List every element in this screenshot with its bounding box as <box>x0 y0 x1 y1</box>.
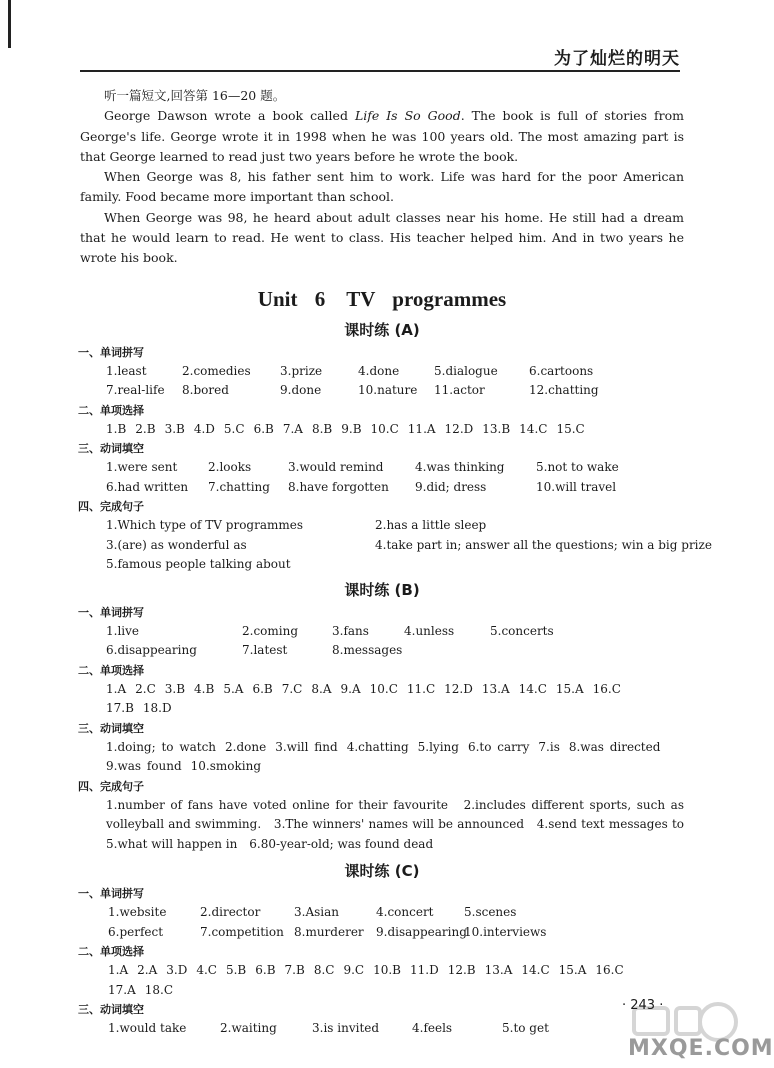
answer-item: 7.is <box>538 739 560 754</box>
answer-item: 16.C <box>595 963 624 978</box>
answer-item: 3.Asian <box>294 905 339 920</box>
answer-item: 13.B <box>482 421 511 436</box>
answer-item: 1.Which type of TV programmes <box>106 518 304 533</box>
section-heading: 三、动词填空 <box>78 721 144 735</box>
answer-item: 8.murderer <box>294 924 364 939</box>
answer-item: 3.(are) as wonderful as <box>106 537 247 552</box>
answer-item: 10.C <box>370 421 399 436</box>
answer-item: 5.scenes <box>464 905 517 920</box>
verb-answers <box>80 738 684 777</box>
answer-item: 6.cartoons <box>529 363 594 378</box>
answer-item: 3.B <box>164 421 185 436</box>
answer-item: 4.was thinking <box>415 460 505 475</box>
margin-rule <box>8 0 11 48</box>
answer-item: 13.A <box>481 681 510 696</box>
answer-item: 4.B <box>194 681 215 696</box>
answer-row <box>80 555 684 575</box>
answer-item: 9.did; dress <box>415 479 487 494</box>
answer-item: 16.C <box>592 681 621 696</box>
answer-item: 12.D <box>444 681 473 696</box>
answer-item: 1.were sent <box>106 460 178 475</box>
answer-item: 2.has a little sleep <box>375 518 487 533</box>
answer-item: 12.chatting <box>529 383 599 398</box>
answer-item: 3.is invited <box>312 1021 380 1036</box>
answer-row <box>80 536 712 556</box>
answer-item: 6.perfect <box>108 924 164 939</box>
answer-item: 9.disappearing <box>376 924 467 939</box>
answer-item: 6.B <box>255 963 276 978</box>
answer-item: 15.A <box>555 681 584 696</box>
section-heading: 一、单词拼写 <box>78 605 144 619</box>
answer-item: 10.interviews <box>464 924 547 939</box>
answer-row <box>80 923 684 943</box>
answer-item: 8.bored <box>182 383 229 398</box>
answer-row <box>80 622 684 642</box>
answer-item: 5.A <box>223 681 244 696</box>
answer-item: 3.prize <box>280 363 323 378</box>
answer-row <box>80 516 684 536</box>
answer-item: 1.B <box>106 421 127 436</box>
answer-item: 2.B <box>135 421 156 436</box>
answer-item: 5.C <box>223 421 245 436</box>
answer-item: 18.D <box>142 701 172 716</box>
answer-item: 7.competition <box>200 924 284 939</box>
section-heading: 二、单项选择 <box>78 663 144 677</box>
answer-item: 10.smoking <box>190 759 262 774</box>
answer-item: 3.would remind <box>288 460 384 475</box>
answer-item: 6.B <box>252 681 273 696</box>
answer-item: 11.D <box>410 963 439 978</box>
answer-item: 14.C <box>521 963 550 978</box>
section-heading: 三、动词填空 <box>78 1003 144 1017</box>
answer-item: 5.to get <box>502 1021 549 1036</box>
answer-item: 9.done <box>280 383 322 398</box>
answer-item: 13.A <box>484 963 513 978</box>
answer-item: 5.dialogue <box>434 363 498 378</box>
sentence-answers: 1.number of fans have voted online for their favourite 2.includes different sports, such as volleyball and swimming. 3.The winners' names will be announced 4.send text messages to 5.what will happen in 6.80-year-old; was found dead <box>106 797 697 851</box>
answer-item: 5.not to wake <box>536 460 619 475</box>
page-number: · 243 · <box>622 998 664 1013</box>
answer-item: 2.director <box>200 905 261 920</box>
answer-item: 2.waiting <box>220 1021 277 1036</box>
answer-item: 7.B <box>284 963 305 978</box>
answer-item: 1.A <box>106 681 127 696</box>
answer-item: 6.to carry <box>467 739 530 754</box>
answer-item: 15.C <box>556 421 585 436</box>
answer-item: 10.will travel <box>536 479 617 494</box>
answer-item: 4.chatting <box>346 739 409 754</box>
choice-answers <box>80 420 684 440</box>
answer-item: 14.C <box>518 681 547 696</box>
page-content <box>78 86 712 1039</box>
answer-item: 1.A <box>108 963 129 978</box>
page-header <box>80 40 680 72</box>
section-heading: 二、单项选择 <box>78 945 144 959</box>
lesson-a-title: 课时练 (A) <box>344 320 420 339</box>
answer-item: 5.concerts <box>490 623 554 638</box>
section-heading: 四、完成句子 <box>78 500 144 514</box>
section-heading: 四、完成句子 <box>78 779 144 793</box>
answer-item: 11.A <box>407 421 436 436</box>
book-title: Life Is So Good <box>354 108 461 124</box>
passage-paragraph-1: George Dawson wrote a book called Life Is So Good. The book is full of stories from George's life. George wrote it in 1998 when he was 100 years old. The most amazing part is that George learned to read just two years before he wrote the book. <box>80 108 684 164</box>
answer-item: 7.chatting <box>208 479 270 494</box>
answer-row <box>80 362 684 382</box>
answer-item: 2.looks <box>208 460 252 475</box>
section-heading: 二、单项选择 <box>78 403 144 417</box>
answer-item: 4.feels <box>412 1021 453 1036</box>
answer-item: 4.D <box>193 421 215 436</box>
answer-item: 3.will find <box>275 739 338 754</box>
answer-item: 12.B <box>447 963 476 978</box>
answer-item: 10.nature <box>358 383 418 398</box>
answer-item: 12.D <box>444 421 474 436</box>
section-heading: 三、动词填空 <box>78 442 144 456</box>
answer-item: 4.concert <box>376 905 434 920</box>
answer-item: 10.C <box>369 681 398 696</box>
passage-paragraph-2: When George was 8, his father sent him to work. Life was hard for the poor American family. Food became more important than school. <box>80 169 684 205</box>
section-heading: 一、单词拼写 <box>78 887 144 901</box>
answer-item: 4.done <box>358 363 400 378</box>
listening-instruction: 听一篇短文,回答第 16—20 题。 <box>104 88 286 103</box>
answer-item: 8.A <box>311 681 332 696</box>
lesson-c-title: 课时练 (C) <box>344 862 420 881</box>
header-title: 为了灿烂的明天 <box>554 49 680 69</box>
section-heading: 一、单词拼写 <box>78 345 144 359</box>
answer-item: 18.C <box>144 982 174 997</box>
passage-paragraph-3: When George was 98, he heard about adult classes near his home. He still had a dream that he would learn to read. He went to class. His teacher helped him. And in two years he wrote his book. <box>80 209 684 266</box>
answer-item: 7.A <box>282 421 303 436</box>
answer-row <box>80 381 684 401</box>
answer-item: 14.C <box>519 421 548 436</box>
answer-item: 1.doing; to watch <box>106 739 217 754</box>
answer-item: 2.comedies <box>182 363 251 378</box>
answer-row <box>80 903 684 923</box>
answer-item: 8.messages <box>332 643 403 658</box>
answer-item: 9.B <box>341 421 362 436</box>
answer-item: 8.B <box>311 421 333 436</box>
answer-row <box>80 478 684 498</box>
answer-item: 15.A <box>558 963 587 978</box>
answer-item: 7.latest <box>242 643 288 658</box>
answer-row <box>80 641 684 661</box>
answer-item: 5.famous people talking about <box>106 557 291 572</box>
choice-answers <box>80 680 684 719</box>
answer-item: 2.done <box>225 739 267 754</box>
answer-item: 10.B <box>373 963 401 978</box>
answer-item: 6.B <box>253 421 274 436</box>
answer-row <box>80 1019 684 1039</box>
answer-item: 3.fans <box>332 623 369 638</box>
answer-item: 3.D <box>166 963 188 978</box>
choice-answers <box>80 961 684 1000</box>
answer-item: 11.C <box>406 681 436 696</box>
answer-item: 3.B <box>164 681 186 696</box>
answer-item: 8.was directed <box>568 739 661 754</box>
answer-item: 1.least <box>106 363 147 378</box>
answer-item: 17.A <box>108 982 136 997</box>
answer-item: 9.C <box>343 963 365 978</box>
watermark-text: MXQE.COM <box>628 1036 774 1061</box>
answer-item: 11.actor <box>434 383 485 398</box>
answer-item: 4.C <box>196 963 217 978</box>
answer-item: 8.C <box>313 963 335 978</box>
answer-item: 4.unless <box>404 623 455 638</box>
answer-item: 4.take part in; answer all the questions; win a big prize <box>375 537 712 552</box>
answer-row <box>80 458 684 478</box>
answer-item: 6.disappearing <box>106 643 197 658</box>
answer-item: 17.B <box>106 701 134 716</box>
answer-item: 2.A <box>137 963 158 978</box>
answer-item: 5.B <box>225 963 247 978</box>
answer-item: 1.would take <box>108 1021 187 1036</box>
answer-item: 9.was found <box>106 759 182 774</box>
answer-item: 8.have forgotten <box>288 479 389 494</box>
answer-item: 7.real-life <box>106 383 165 398</box>
answer-item: 9.A <box>340 681 361 696</box>
answer-item: 2.coming <box>242 623 299 638</box>
answer-item: 1.live <box>106 623 140 638</box>
answer-item: 7.C <box>281 681 303 696</box>
answer-item: 5.lying <box>417 739 459 754</box>
unit-title: Unit 6 TV programmes <box>257 286 507 311</box>
answer-item: 6.had written <box>106 479 189 494</box>
answer-item: 1.website <box>108 905 167 920</box>
lesson-b-title: 课时练 (B) <box>344 580 420 599</box>
answer-item: 2.C <box>135 681 156 696</box>
